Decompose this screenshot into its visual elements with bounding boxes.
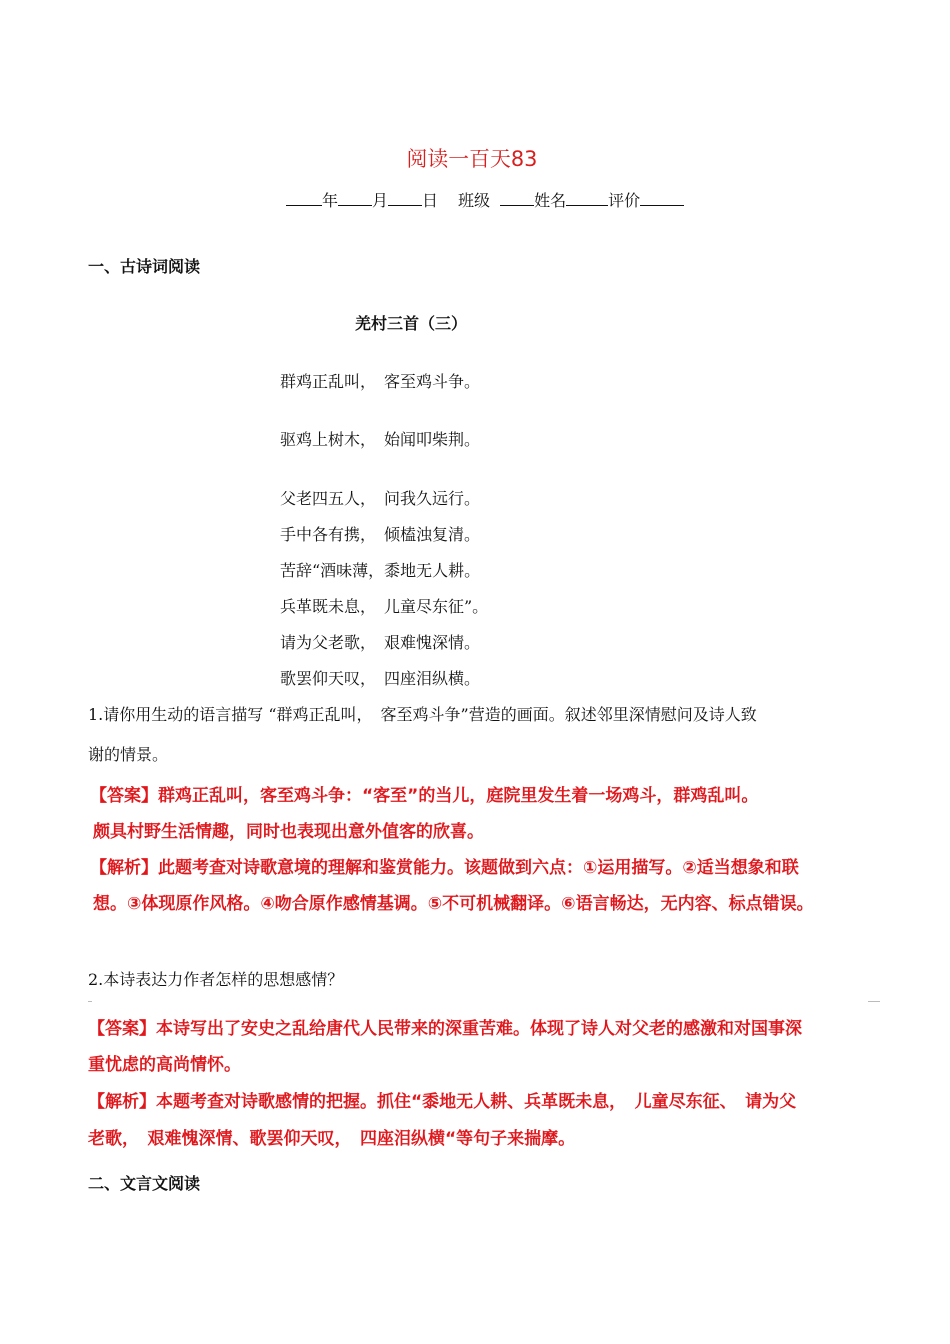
q1-analysis: 【解析】此题考查对诗歌意境的理解和鉴赏能力。该题做到六点：①运用描写。②适当想象和联 [90, 858, 799, 878]
poem-line: 请为父老歌， 艰难愧深情。 [280, 633, 481, 652]
question-2: 2.本诗表达力作者怎样的思想感情？ [88, 970, 344, 989]
class-blank [500, 191, 534, 206]
question-1-cont: 谢的情景。 [88, 745, 169, 764]
date-line [286, 188, 684, 211]
page-margin-mark [868, 1001, 880, 1002]
day-label: 日 [422, 191, 439, 210]
month-label: 月 [372, 191, 389, 210]
question-1: 1.请你用生动的语言描写 “群鸡正乱叫， 客至鸡斗争”营造的画面。叙述邻里深情慰问及诗人致 [88, 705, 757, 724]
q1-answer-cont: 颇具村野生活情趣，同时也表现出意外值客的欣喜。 [93, 822, 484, 842]
class-label: 班级 [458, 191, 491, 210]
section-heading-classical: 二、文言文阅读 [88, 1174, 201, 1193]
poem-line: 歌罢仰天叹， 四座泪纵横。 [280, 669, 481, 688]
name-blank [566, 191, 608, 206]
poem-line: 驱鸡上树木， 始闻叩柴荆。 [280, 430, 481, 449]
q2-analysis-cont: 老歌， 艰难愧深情、歌罢仰天叹， 四座泪纵横“等句子来揣摩。 [88, 1129, 576, 1149]
grade-blank [640, 191, 684, 206]
page-title: 阅读一百天83 [406, 147, 538, 171]
poem-line: 手中各有携， 倾榼浊复清。 [280, 525, 481, 544]
q2-analysis: 【解析】本题考查对诗歌感情的把握。抓住“黍地无人耕、兵革既未息， 儿童尽东征、 请为父 [88, 1092, 797, 1112]
q1-analysis-cont: 想。③体现原作风格。④吻合原作感情基调。⑤不可机械翻译。⑥语言畅达，无内容、标点错误。 [93, 894, 814, 914]
q2-answer: 【答案】本诗写出了安史之乱给唐代人民带来的深重苦难。体现了诗人对父老的感激和对国事深 [88, 1019, 802, 1039]
year-blank [286, 191, 322, 206]
name-label: 姓名 [534, 191, 567, 210]
section-heading-poetry: 一、古诗词阅读 [88, 257, 201, 276]
month-blank [338, 191, 372, 206]
page-margin-mark [88, 1001, 92, 1002]
poem-line: 兵革既未息， 儿童尽东征”。 [280, 597, 489, 616]
day-blank [388, 191, 422, 206]
poem-line: 苦辞“酒味薄，黍地无人耕。 [280, 561, 481, 580]
grade-label: 评价 [608, 191, 641, 210]
poem-line: 群鸡正乱叫， 客至鸡斗争。 [280, 372, 481, 391]
q2-answer-cont: 重忧虑的高尚情怀。 [88, 1055, 241, 1075]
poem-title: 羌村三首（三） [355, 314, 468, 333]
year-label: 年 [322, 191, 339, 210]
poem-line: 父老四五人， 问我久远行。 [280, 489, 481, 508]
q1-answer: 【答案】群鸡正乱叫，客至鸡斗争：“客至”的当儿，庭院里发生着一场鸡斗，群鸡乱叫。 [90, 786, 759, 806]
